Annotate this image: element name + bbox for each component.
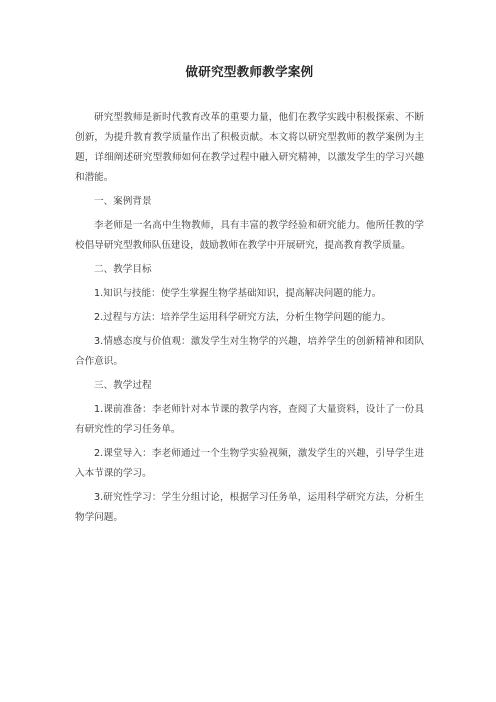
section-paragraph: 3.情感态度与价值观：激发学生对生物学的兴趣，培养学生的创新精神和团队合作意识。 — [75, 336, 424, 367]
section-paragraph: 1.课前准备：李老师针对本节课的教学内容，查阅了大量资料，设计了一份具有研究性的学习任务单。 — [75, 404, 424, 435]
section-paragraph: 1.知识与技能：使学生掌握生物学基础知识，提高解决问题的能力。 — [94, 288, 382, 299]
section-heading: 二、教学目标 — [94, 264, 152, 275]
section-heading: 一、案例背景 — [94, 196, 152, 207]
section-paragraph: 2.课堂导入：李老师通过一个生物学实验视频，激发学生的兴趣，引导学生进入本节课的学习。 — [75, 448, 424, 479]
section-goals — [75, 260, 424, 372]
section-paragraph: 3.研究性学习：学生分组讨论，根据学习任务单，运用科学研究方法，分析生物学问题。 — [75, 492, 424, 523]
intro-paragraph: 研究型教师是新时代教育改革的重要力量，他们在教学实践中积极探索、不断创新，为提升教育教学质量作出了积极贡献。本文将以研究型教师的教学案例为主题，详细阐述研究型教师如何在教学过程中融入研究精神，以激发学生的学习兴趣和潜能。 — [75, 112, 424, 183]
section-background — [75, 192, 424, 256]
section-paragraph: 李老师是一名高中生物教师，具有丰富的教学经验和研究能力。他所任教的学校倡导研究型教师队伍建设，鼓励教师在教学中开展研究，提高教育教学质量。 — [75, 220, 424, 251]
section-paragraph: 2.过程与方法：培养学生运用科学研究方法，分析生物学问题的能力。 — [94, 312, 391, 323]
section-heading: 三、教学过程 — [94, 380, 152, 391]
section-process — [75, 376, 424, 528]
document-title: 做研究型教师教学案例 — [185, 64, 314, 79]
